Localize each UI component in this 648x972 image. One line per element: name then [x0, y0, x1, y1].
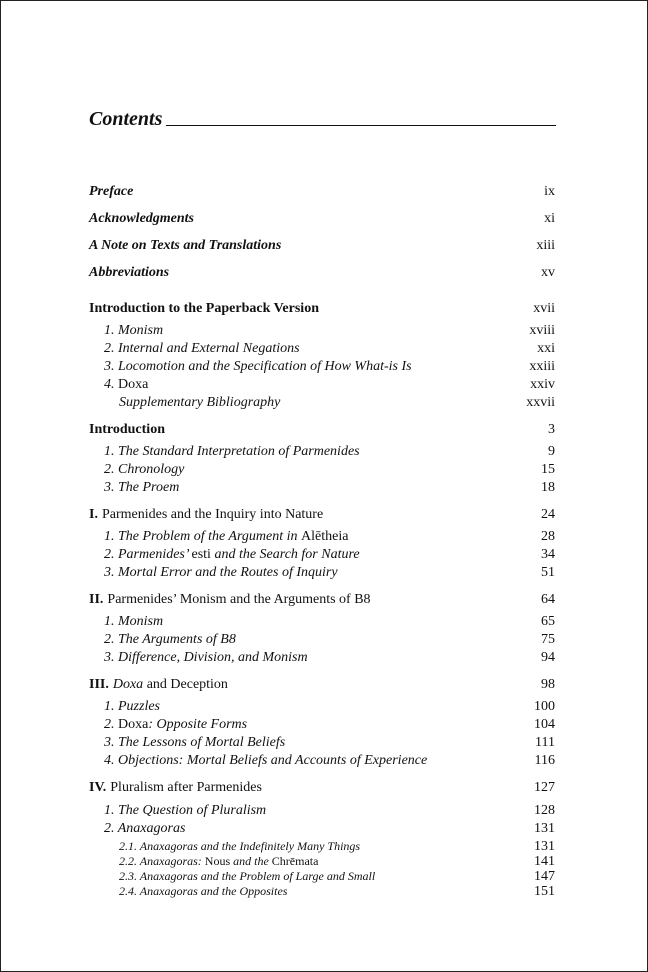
entry-page: 127: [534, 780, 555, 795]
entry-page: 15: [541, 462, 555, 477]
entry-label: 3. The Lessons of Mortal Beliefs: [104, 735, 286, 750]
entry-page: xxi: [537, 341, 555, 356]
entry-page: xi: [544, 211, 555, 226]
entry-label: Acknowledgments: [89, 211, 195, 226]
toc-entry-pb-locomotion[interactable]: [104, 359, 555, 375]
entry-page: 24: [541, 507, 555, 522]
entry-page: 98: [541, 677, 555, 692]
toc-entry-part-3-puzzles[interactable]: [104, 699, 555, 715]
entry-label: Introduction: [89, 422, 165, 437]
toc-entry-pb-bibliography[interactable]: [119, 395, 555, 411]
contents-header: [89, 107, 556, 131]
toc-entry-pb-doxa[interactable]: [104, 377, 555, 393]
entry-label: Abbreviations: [89, 265, 170, 280]
toc-entry-pb-negations[interactable]: [104, 341, 555, 357]
toc-entry-part-2[interactable]: [89, 592, 555, 608]
toc-entry-part-1[interactable]: [89, 507, 555, 523]
entry-label: 4. Doxa: [104, 377, 149, 392]
toc-entry-part-3[interactable]: [89, 677, 555, 693]
entry-page: 131: [534, 821, 555, 836]
entry-label: III. Doxa and Deception: [89, 677, 228, 692]
entry-label: 2. Chronology: [104, 462, 185, 477]
entry-label: 1. Puzzles: [104, 699, 160, 714]
entry-page: 111: [535, 735, 555, 750]
toc-entry-part-2-difference[interactable]: [104, 650, 555, 666]
toc-entry-part-2-monism[interactable]: [104, 614, 555, 630]
toc-entry-paperback-intro[interactable]: [89, 301, 555, 317]
entry-label: 2.4. Anaxagoras and the Opposites: [119, 884, 288, 898]
toc-entry-intro-chronology[interactable]: [104, 462, 555, 478]
entry-label: IV. Pluralism after Parmenides: [89, 780, 262, 795]
entry-label: 3. The Proem: [104, 480, 180, 495]
entry-page: 64: [541, 592, 555, 607]
toc-entry-abbreviations[interactable]: [89, 265, 555, 281]
entry-page: 18: [541, 480, 555, 495]
entry-page: 116: [534, 753, 555, 768]
entry-page: 3: [548, 422, 555, 437]
toc-entry-part-1-esti[interactable]: [104, 547, 555, 563]
entry-label: 3. Locomotion and the Specification of How What-is Is: [104, 359, 412, 374]
entry-label: Supplementary Bibliography: [119, 395, 281, 410]
toc-entry-part-2-arguments[interactable]: [104, 632, 555, 648]
entry-label: 1. Monism: [104, 323, 164, 338]
entry-page: xxiii: [529, 359, 555, 374]
entry-page: ix: [544, 184, 555, 199]
entry-page: 9: [548, 444, 555, 459]
entry-label: 1. The Standard Interpretation of Parmenides: [104, 444, 360, 459]
toc-entry-part-1-problem[interactable]: [104, 529, 555, 545]
entry-label: 2. Parmenides’ esti and the Search for Nature: [104, 547, 360, 562]
toc-entry-anaxagoras-opposites[interactable]: [119, 884, 555, 900]
entry-page: 147: [534, 869, 555, 884]
entry-page: 141: [534, 854, 555, 869]
entry-page: xxiv: [530, 377, 555, 392]
entry-page: xvii: [533, 301, 555, 316]
entry-page: xiii: [536, 238, 555, 253]
page-title: Contents: [89, 108, 163, 130]
title-rule: [166, 125, 556, 126]
entry-page: xxvii: [526, 395, 555, 410]
entry-label: 2. Internal and External Negations: [104, 341, 300, 356]
toc-entry-preface[interactable]: [89, 184, 555, 200]
entry-page: 65: [541, 614, 555, 629]
entry-page: xv: [541, 265, 555, 280]
entry-label: 2. Doxa: Opposite Forms: [104, 717, 248, 732]
toc-entry-anaxagoras-nous[interactable]: [119, 854, 555, 870]
entry-label: 1. The Problem of the Argument in Alētheia: [104, 529, 349, 544]
toc-entry-introduction[interactable]: [89, 422, 555, 438]
toc-entry-pb-monism[interactable]: [104, 323, 555, 339]
entry-label: 1. Monism: [104, 614, 164, 629]
entry-page: 94: [541, 650, 555, 665]
entry-page: 104: [534, 717, 555, 732]
entry-page: 75: [541, 632, 555, 647]
toc-entry-part-3-opposite-forms[interactable]: [104, 717, 555, 733]
entry-page: 100: [534, 699, 555, 714]
toc-entry-part-4-pluralism[interactable]: [104, 803, 555, 819]
entry-label: II. Parmenides’ Monism and the Arguments of B8: [89, 592, 371, 607]
toc-entry-part-4[interactable]: [89, 780, 555, 796]
toc-entry-note[interactable]: [89, 238, 555, 254]
entry-page: 28: [541, 529, 555, 544]
toc-entry-part-3-lessons[interactable]: [104, 735, 555, 751]
entry-page: 151: [534, 884, 555, 899]
entry-page: 51: [541, 565, 555, 580]
toc-entry-part-1-mortal-error[interactable]: [104, 565, 555, 581]
entry-page: 34: [541, 547, 555, 562]
entry-label: 2.1. Anaxagoras and the Indefinitely Many Things: [119, 839, 361, 853]
toc-entry-part-3-objections[interactable]: [104, 753, 555, 769]
entry-label: 2.2. Anaxagoras: Nous and the Chrēmata: [119, 854, 319, 868]
entry-label: 2. Anaxagoras: [104, 821, 186, 836]
entry-label: 2.3. Anaxagoras and the Problem of Large and Small: [119, 869, 376, 883]
entry-label: Introduction to the Paperback Version: [89, 301, 319, 316]
entry-label: Preface: [89, 184, 134, 199]
toc-entry-part-4-anaxagoras[interactable]: [104, 821, 555, 837]
entry-page: xviii: [529, 323, 555, 338]
entry-label: 3. Mortal Error and the Routes of Inquiry: [104, 565, 338, 580]
entry-label: 3. Difference, Division, and Monism: [104, 650, 308, 665]
toc-entry-acknowledgments[interactable]: [89, 211, 555, 227]
toc-entry-intro-standard[interactable]: [104, 444, 555, 460]
entry-label: 2. The Arguments of B8: [104, 632, 236, 647]
entry-label: I. Parmenides and the Inquiry into Nature: [89, 507, 324, 522]
entry-label: A Note on Texts and Translations: [89, 238, 282, 253]
entry-label: 1. The Question of Pluralism: [104, 803, 267, 818]
toc-entry-anaxagoras-large-small[interactable]: [119, 869, 555, 885]
toc-entry-intro-proem[interactable]: [104, 480, 555, 496]
entry-label: 4. Objections: Mortal Beliefs and Accounts of Experience: [104, 753, 428, 768]
toc-entry-anaxagoras-things[interactable]: [119, 839, 555, 855]
entry-page: 131: [534, 839, 555, 854]
entry-page: 128: [534, 803, 555, 818]
